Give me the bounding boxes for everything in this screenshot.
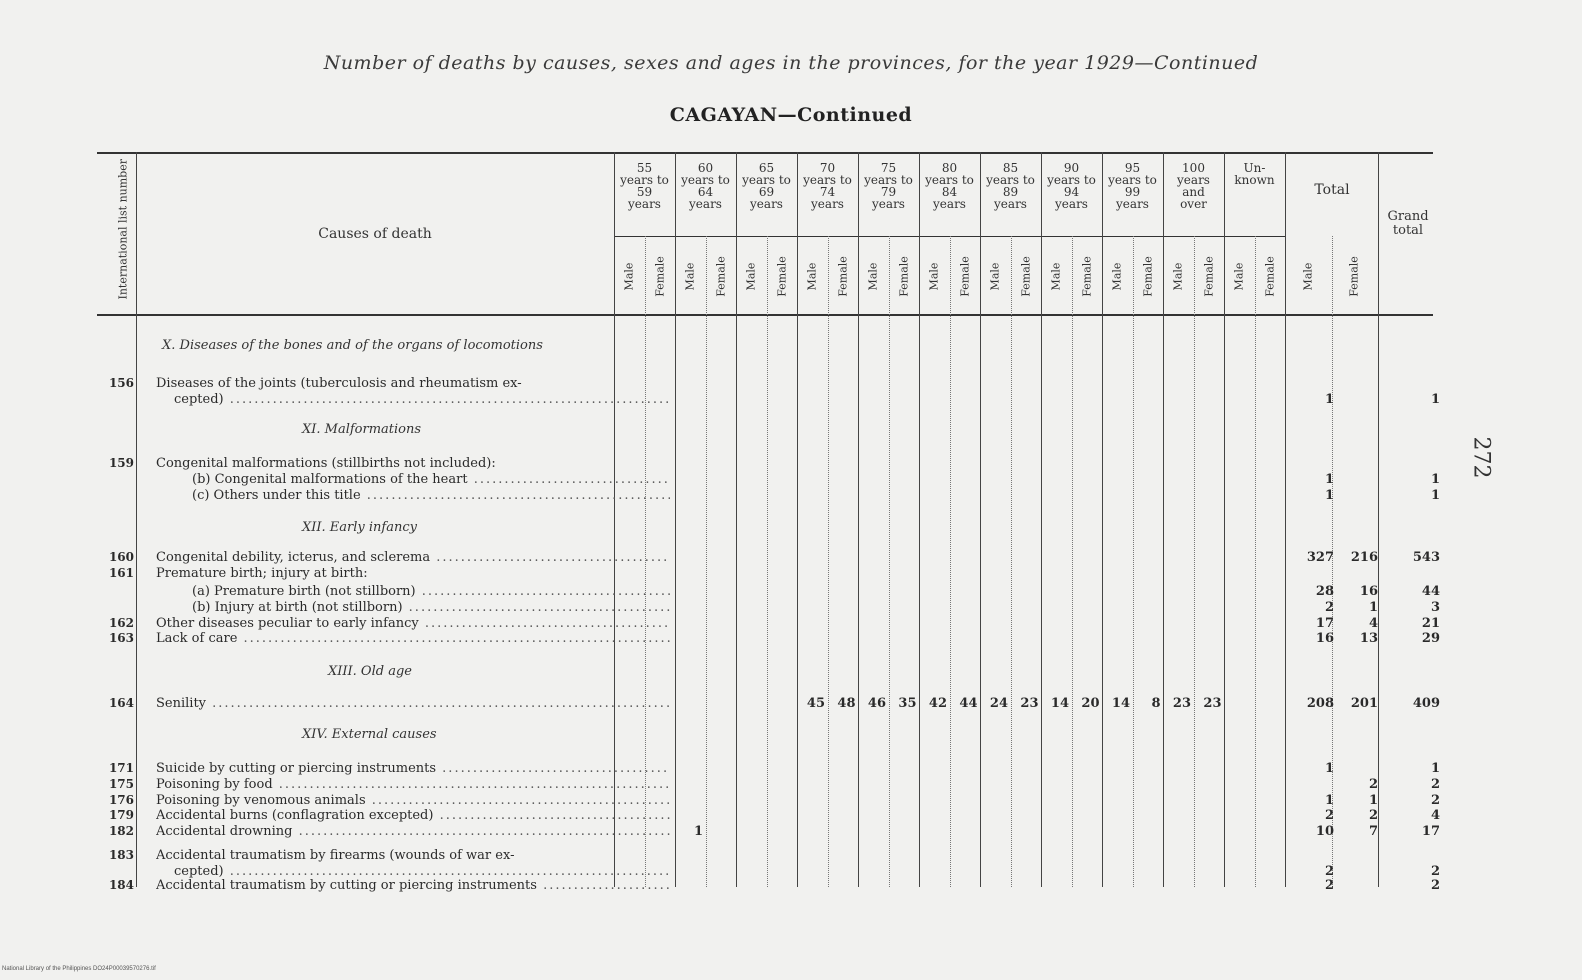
male-subheader: Male	[683, 262, 697, 291]
total-male-subheader: Male	[1301, 262, 1315, 291]
list-number: 182	[108, 824, 134, 838]
list-number: 156	[108, 376, 134, 390]
province-subtitle: CAGAYAN—Continued	[669, 104, 913, 126]
grand-total-value: 4	[1430, 808, 1440, 823]
female-subheader: Female	[714, 256, 727, 297]
cause-label: (a) Premature birth (not stillborn) .....	[192, 584, 670, 599]
list-number: 183	[108, 848, 134, 862]
cause-label: (b) Injury at birth (not stillborn) .....	[192, 600, 670, 615]
table-row	[100, 696, 1440, 711]
total-value: 2	[1324, 864, 1334, 879]
table-row	[100, 488, 1440, 503]
age-value: 48	[837, 696, 856, 711]
female-subheader: Female	[1019, 256, 1032, 297]
cause-label: Accidental traumatism by cutting or piercing instruments .....	[156, 878, 670, 893]
table-row	[100, 472, 1440, 487]
age-value: 8	[1151, 696, 1161, 711]
scan-footer: National Library of the Philippines DO24P00039570276.tif	[2, 966, 156, 972]
total-value: 1	[1324, 392, 1334, 407]
grand-total-value: 21	[1421, 616, 1440, 631]
age-group-header: 55 years to 59 years	[620, 161, 669, 211]
grand-total-value: 1	[1430, 761, 1440, 776]
list-number: 164	[108, 696, 134, 710]
total-value: 2	[1368, 777, 1378, 792]
total-header: Total	[1314, 182, 1350, 198]
grand-total-value: 2	[1430, 878, 1440, 893]
age-value: 23	[1020, 696, 1039, 711]
age-value: 44	[959, 696, 978, 711]
section-heading: XII. Early infancy	[302, 520, 417, 535]
table-row	[100, 600, 1440, 615]
grand-total-value: 1	[1430, 488, 1440, 503]
age-group-header: 75 years to 79 years	[864, 161, 913, 211]
list-number: 171	[108, 761, 134, 775]
female-subheader: Female	[1080, 256, 1093, 297]
grand-total-value: 44	[1421, 584, 1440, 599]
cause-label: Congenital malformations (stillbirths not included):	[156, 456, 496, 471]
table-row	[100, 456, 1440, 471]
grand-total-value: 1	[1430, 392, 1440, 407]
total-value: 7	[1368, 824, 1378, 839]
total-value: 13	[1359, 631, 1378, 646]
male-subheader: Male	[927, 262, 941, 291]
causes-header: Causes of death	[318, 226, 432, 242]
cause-label: (b) Congenital malformations of the heart .....	[192, 472, 670, 487]
grand-total-value: 29	[1421, 631, 1440, 646]
list-number: 176	[108, 793, 134, 807]
table-row	[100, 808, 1440, 823]
total-value: 1	[1324, 761, 1334, 776]
section-heading: XI. Malformations	[302, 422, 422, 437]
female-subheader: Female	[1263, 256, 1276, 297]
age-group-header: 100 years and over	[1177, 161, 1210, 211]
age-group-header: 60 years to 64 years	[681, 161, 730, 211]
age-value: 23	[1172, 696, 1191, 711]
total-value: 2	[1324, 878, 1334, 893]
total-value: 201	[1350, 696, 1378, 711]
age-value: 1	[693, 824, 703, 839]
cause-label: cepted) .....	[174, 392, 670, 407]
age-value: 46	[867, 696, 886, 711]
cause-label: (c) Others under this title .....	[192, 488, 670, 503]
grand-total-header: Grand total	[1387, 209, 1429, 238]
age-value: 23	[1203, 696, 1222, 711]
section-heading: XIII. Old age	[328, 664, 412, 679]
age-group-header: 70 years to 74 years	[803, 161, 852, 211]
grand-total-value: 2	[1430, 864, 1440, 879]
age-value: 20	[1081, 696, 1100, 711]
table-row	[100, 777, 1440, 792]
grand-total-value: 3	[1430, 600, 1440, 615]
total-value: 2	[1324, 600, 1334, 615]
male-subheader: Male	[622, 262, 636, 291]
total-value: 327	[1306, 550, 1334, 565]
cause-label: Accidental traumatism by firearms (wounds of war ex-	[156, 848, 515, 863]
cause-label: Senility .....	[156, 696, 670, 711]
female-subheader: Female	[653, 256, 666, 297]
table-row	[100, 566, 1440, 581]
total-value: 1	[1324, 472, 1334, 487]
cause-label: Congenital debility, icterus, and sclerema .....	[156, 550, 670, 565]
page-number: 272	[1468, 436, 1494, 479]
table-row	[100, 848, 1440, 863]
grand-total-value: 409	[1412, 696, 1440, 711]
age-group-header: Un-known	[1234, 161, 1275, 187]
male-subheader: Male	[866, 262, 880, 291]
table-row	[100, 631, 1440, 646]
total-value: 16	[1315, 631, 1334, 646]
cause-label: cepted) .....	[174, 864, 670, 879]
list-number: 161	[108, 566, 134, 580]
list-number: 184	[108, 878, 134, 892]
total-value: 16	[1359, 584, 1378, 599]
age-group-header: 95 years to 99 years	[1108, 161, 1157, 211]
male-subheader: Male	[1232, 262, 1246, 291]
female-subheader: Female	[1202, 256, 1215, 297]
list-number-header: International list number	[116, 159, 130, 300]
age-group-header: 85 years to 89 years	[986, 161, 1035, 211]
total-value: 1	[1324, 793, 1334, 808]
total-value: 216	[1350, 550, 1378, 565]
list-number: 163	[108, 631, 134, 645]
male-subheader: Male	[805, 262, 819, 291]
female-subheader: Female	[958, 256, 971, 297]
cause-label: Poisoning by venomous animals .....	[156, 793, 670, 808]
total-value: 28	[1315, 584, 1334, 599]
grand-total-value: 2	[1430, 793, 1440, 808]
list-number: 160	[108, 550, 134, 564]
total-female-subheader: Female	[1347, 256, 1361, 297]
cause-label: Suicide by cutting or piercing instruments .....	[156, 761, 670, 776]
list-number: 175	[108, 777, 134, 791]
age-group-header: 90 years to 94 years	[1047, 161, 1096, 211]
total-value: 1	[1368, 600, 1378, 615]
age-value: 42	[928, 696, 947, 711]
total-value: 1	[1368, 793, 1378, 808]
female-subheader: Female	[897, 256, 910, 297]
total-value: 17	[1315, 616, 1334, 631]
grand-total-value: 17	[1421, 824, 1440, 839]
section-heading: XIV. External causes	[302, 727, 437, 742]
table-row	[100, 761, 1440, 776]
total-value: 10	[1315, 824, 1334, 839]
age-group-header: 65 years to 69 years	[742, 161, 791, 211]
male-subheader: Male	[1110, 262, 1124, 291]
female-subheader: Female	[775, 256, 788, 297]
table-row	[100, 864, 1440, 879]
table-row	[100, 584, 1440, 599]
cause-label: Accidental burns (conflagration excepted) .....	[156, 808, 670, 823]
table-row	[100, 616, 1440, 631]
age-value: 14	[1111, 696, 1130, 711]
male-subheader: Male	[744, 262, 758, 291]
section-heading: X. Diseases of the bones and of the organs of locomotions	[162, 338, 543, 353]
list-number: 159	[108, 456, 134, 470]
male-subheader: Male	[1049, 262, 1063, 291]
male-subheader: Male	[1171, 262, 1185, 291]
total-value: 208	[1306, 696, 1334, 711]
cause-label: Diseases of the joints (tuberculosis and rheumatism ex-	[156, 376, 522, 391]
female-subheader: Female	[1141, 256, 1154, 297]
table-row	[100, 824, 1440, 839]
table-row	[100, 376, 1440, 391]
table-row	[100, 392, 1440, 407]
age-value: 14	[1050, 696, 1069, 711]
page-title: Number of deaths by causes, sexes and ages in the provinces, for the year 1929—Continued	[323, 52, 1259, 74]
female-subheader: Female	[836, 256, 849, 297]
list-number: 162	[108, 616, 134, 630]
list-number: 179	[108, 808, 134, 822]
table-row	[100, 878, 1440, 893]
table-row	[100, 550, 1440, 565]
cause-label: Lack of care .....	[156, 631, 670, 646]
total-value: 1	[1324, 488, 1334, 503]
grand-total-value: 543	[1412, 550, 1440, 565]
cause-label: Poisoning by food .....	[156, 777, 670, 792]
cause-label: Other diseases peculiar to early infancy .....	[156, 616, 670, 631]
male-subheader: Male	[988, 262, 1002, 291]
age-value: 45	[806, 696, 825, 711]
age-group-header: 80 years to 84 years	[925, 161, 974, 211]
table-row	[100, 793, 1440, 808]
age-value: 24	[989, 696, 1008, 711]
total-value: 4	[1368, 616, 1378, 631]
cause-label: Accidental drowning .....	[156, 824, 670, 839]
grand-total-value: 2	[1430, 777, 1440, 792]
grand-total-value: 1	[1430, 472, 1440, 487]
age-value: 35	[898, 696, 917, 711]
total-value: 2	[1368, 808, 1378, 823]
cause-label: Premature birth; injury at birth:	[156, 566, 368, 581]
total-value: 2	[1324, 808, 1334, 823]
